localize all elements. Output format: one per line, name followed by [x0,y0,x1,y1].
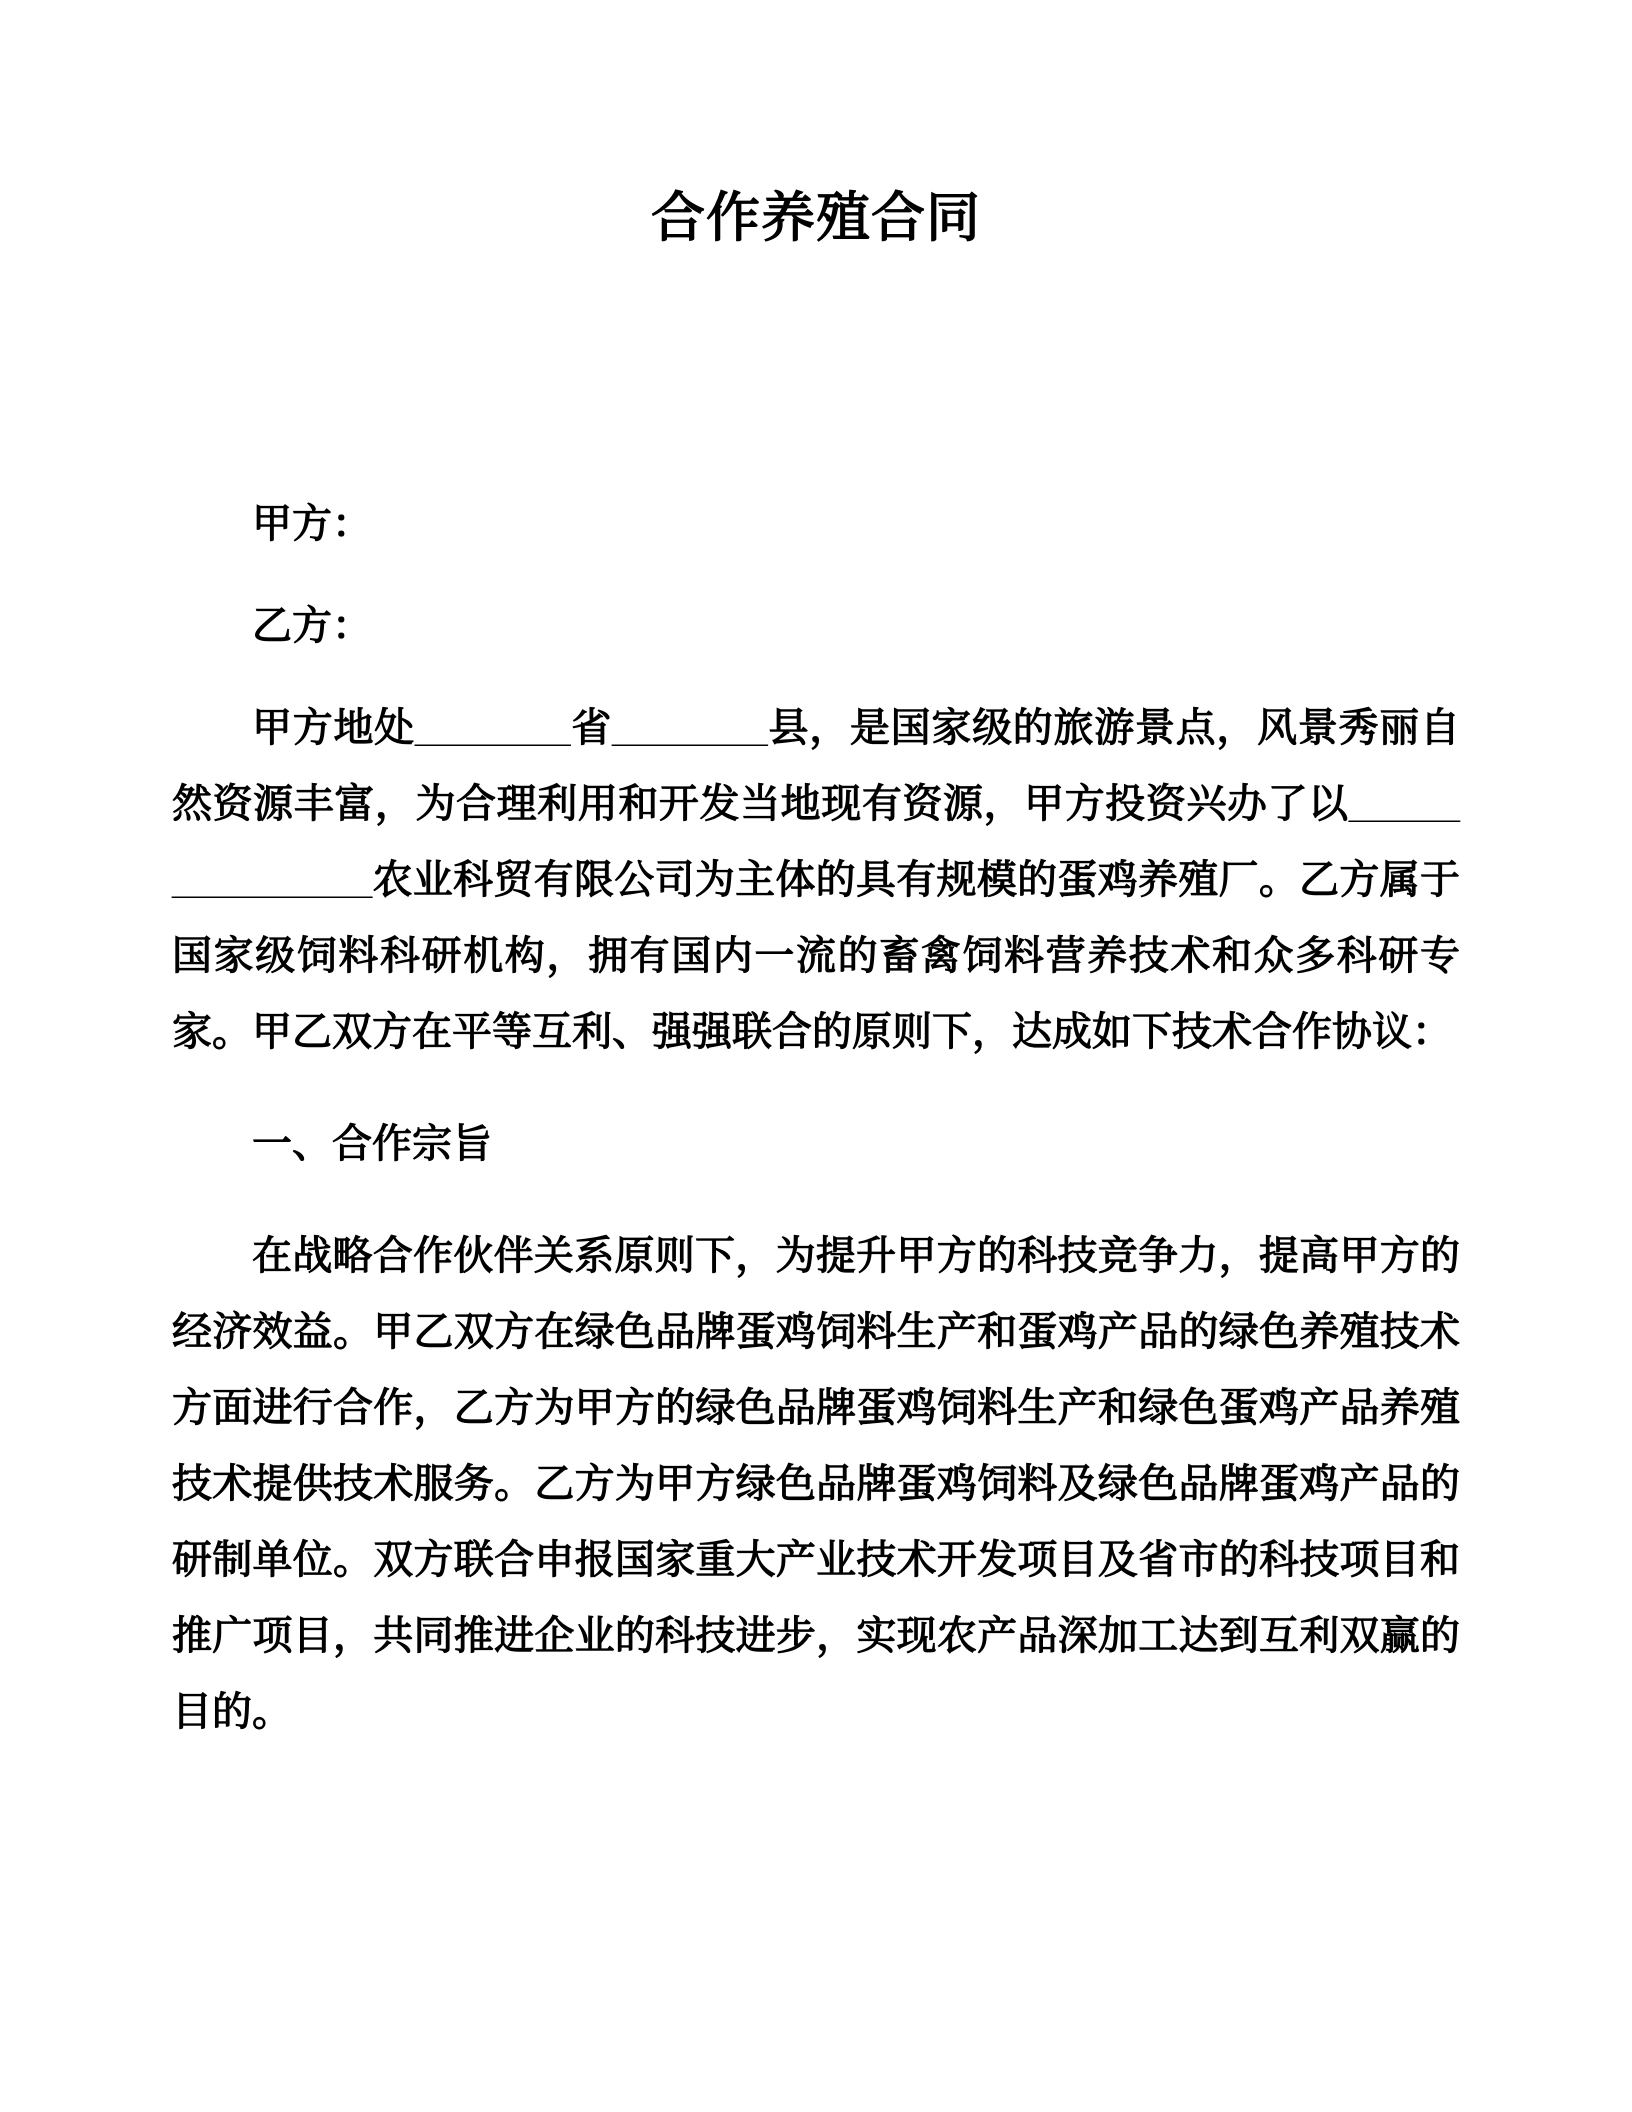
party-a-line: 甲方： [252,501,372,546]
party-b-line: 乙方： [252,603,372,648]
document-title: 合作养殖合同 [651,188,981,248]
section-1-body: 在战略合作伙伴关系原则下，为提升甲方的科技竞争力，提高甲方的经济效益。甲乙双方在绿色品牌蛋鸡饲料生产和蛋鸡产品的绿色养殖技术方面进行合作，乙方为甲方的绿色品牌蛋鸡饲料生产和绿色蛋鸡产品养殖技术提供技术服务。乙方为甲方绿色品牌蛋鸡饲料及绿色品牌蛋鸡产品的研制单位。双方联合申报国家重大产业技术开发项目及省市的科技项目和推广项目，共同推进企业的科技进步，实现农产品深加工达到互利双赢的目的。 [172,1233,1460,1734]
section-1-heading: 一、合作宗旨 [252,1121,492,1166]
intro-paragraph: 甲方地处_______省_______县，是国家级的旅游景点，风景秀丽自然资源丰富，为合理利用和开发当地现有资源，甲方投资兴办了以______________农业科贸有限公司为主体的具有规模的蛋鸡养殖厂。乙方属于国家级饲料科研机构，拥有国内一流的畜禽饲料营养技术和众多科研专家。甲乙双方在平等互利、强强联合的原则下，达成如下技术合作协议： [172,705,1460,1054]
